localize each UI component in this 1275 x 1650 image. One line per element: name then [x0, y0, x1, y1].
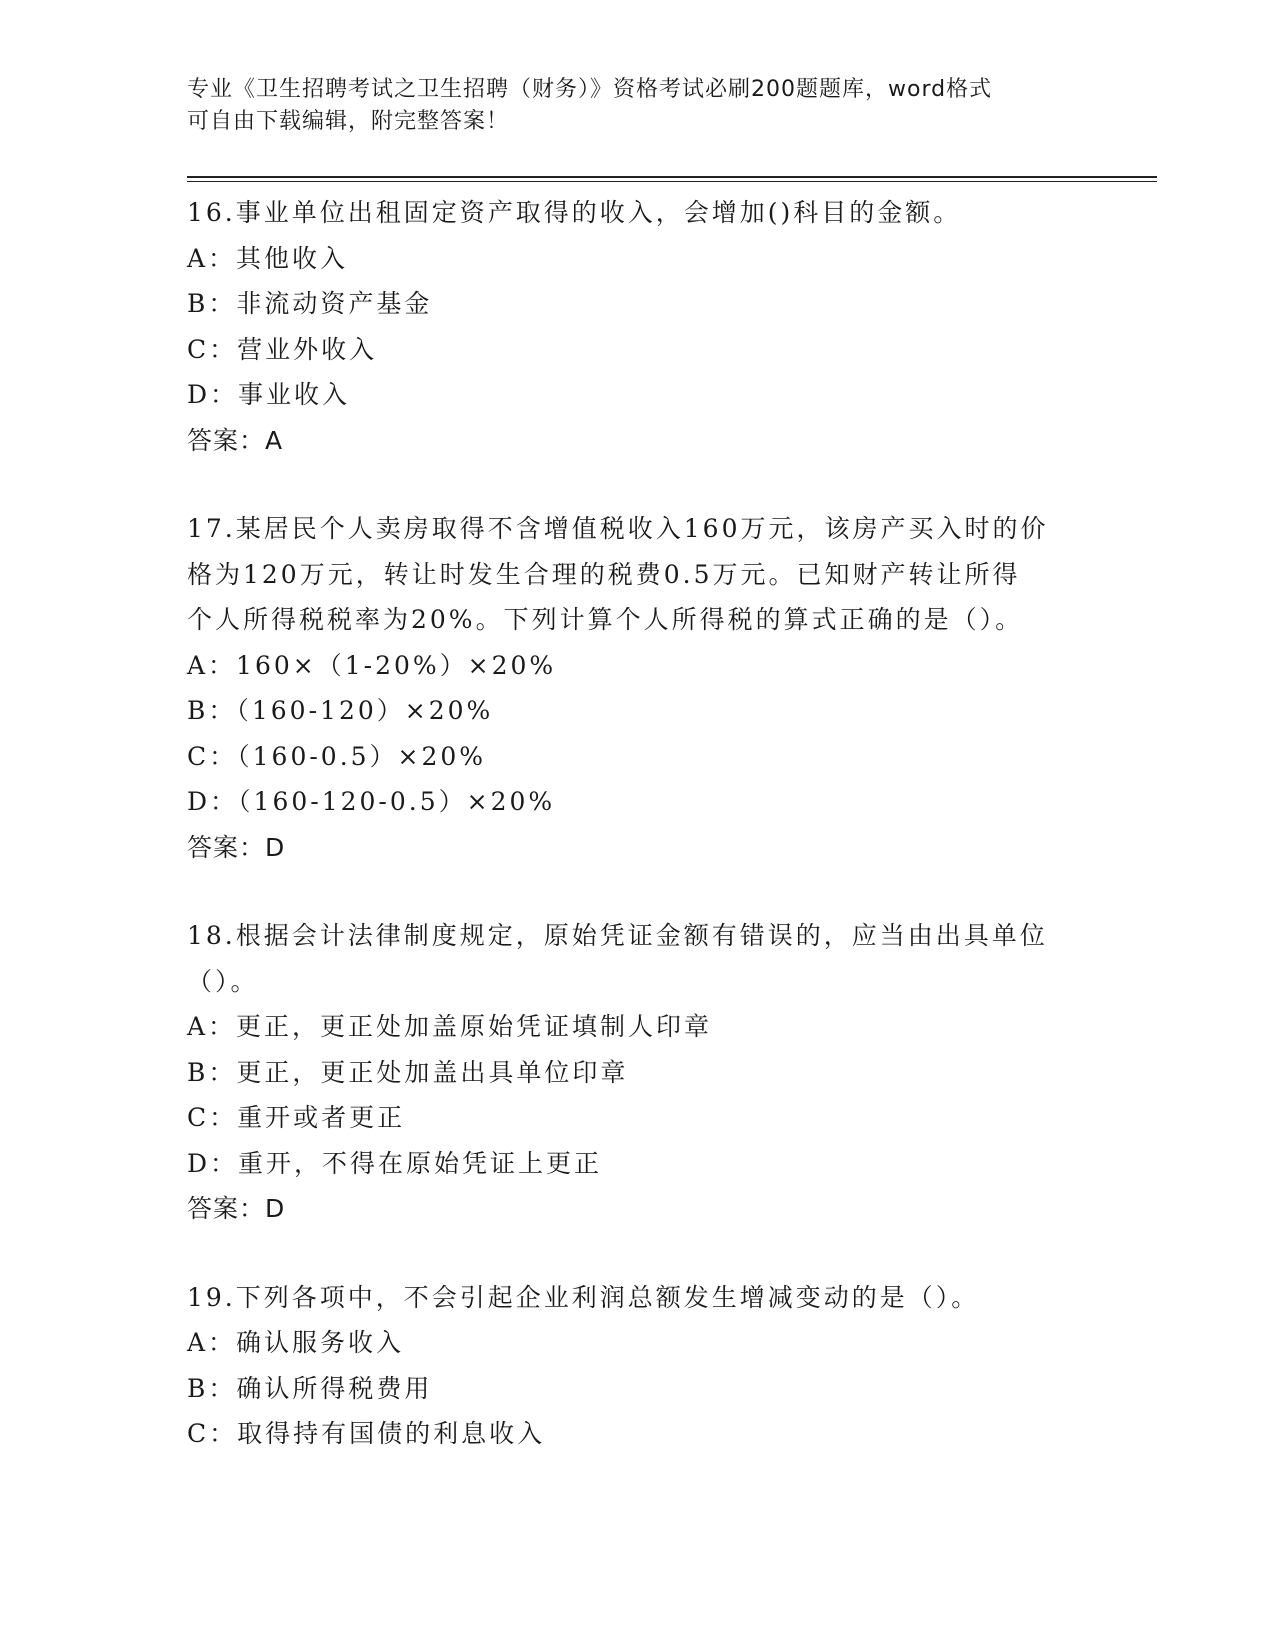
option-a: A：确认服务收入 — [187, 1328, 405, 1357]
option-d: D：重开，不得在原始凭证上更正 — [187, 1148, 603, 1178]
option-a: A：更正，更正处加盖原始凭证填制人印章 — [187, 1012, 713, 1041]
option-c: C：营业外收入 — [187, 334, 378, 364]
question-18 — [187, 913, 1087, 1232]
option-d: D：事业收入 — [187, 380, 351, 409]
option-a: A：160×（1-20%）×20% — [187, 650, 557, 680]
question-stem-line-1: 17.某居民个人卖房取得不含增值税收入160万元，该房产买入时的价 — [187, 514, 1049, 543]
option-c: C：（160-0.5）×20% — [187, 741, 487, 771]
option-c: C：重开或者更正 — [187, 1103, 406, 1132]
option-b: B：（160-120）×20% — [187, 696, 494, 725]
answer-line: 答案：A — [187, 425, 284, 455]
option-b: B：更正，更正处加盖出具单位印章 — [187, 1057, 629, 1087]
question-16 — [187, 190, 1087, 463]
answer-line: 答案：D — [187, 1194, 286, 1223]
question-stem: 19.下列各项中，不会引起企业利润总额发生增减变动的是（）。 — [187, 1282, 980, 1312]
question-stem: 16.事业单位出租固定资产取得的收入，会增加()科目的金额。 — [187, 198, 962, 227]
header-line-2: 可自由下载编辑，附完整答案！ — [187, 109, 510, 134]
option-d: D：（160-120-0.5）×20% — [187, 787, 556, 816]
option-a: A：其他收入 — [187, 243, 349, 273]
question-17 — [187, 506, 1087, 870]
question-stem-line-1: 18.根据会计法律制度规定，原始凭证金额有错误的，应当由出具单位 — [187, 921, 1048, 950]
header-divider-thick — [187, 176, 1157, 178]
answer-line: 答案：D — [187, 832, 286, 862]
page-header — [187, 74, 1067, 138]
question-stem-line-2: （）。 — [187, 966, 259, 996]
question-list — [187, 190, 1087, 1500]
option-c: C：取得持有国债的利息收入 — [187, 1419, 546, 1448]
header-divider-thin — [187, 181, 1157, 182]
question-stem-line-3: 个人所得税税率为20%。下列计算个人所得税的算式正确的是（）。 — [187, 605, 1024, 634]
option-b: B：非流动资产基金 — [187, 289, 433, 318]
header-line-1: 专业《卫生招聘考试之卫生招聘（财务）》资格考试必刷200题题库，word格式 — [187, 77, 993, 102]
option-b: B：确认所得税费用 — [187, 1373, 433, 1403]
question-19 — [187, 1275, 1087, 1457]
question-stem-line-2: 格为120万元，转让时发生合理的税费0.5万元。已知财产转让所得 — [187, 559, 1021, 589]
